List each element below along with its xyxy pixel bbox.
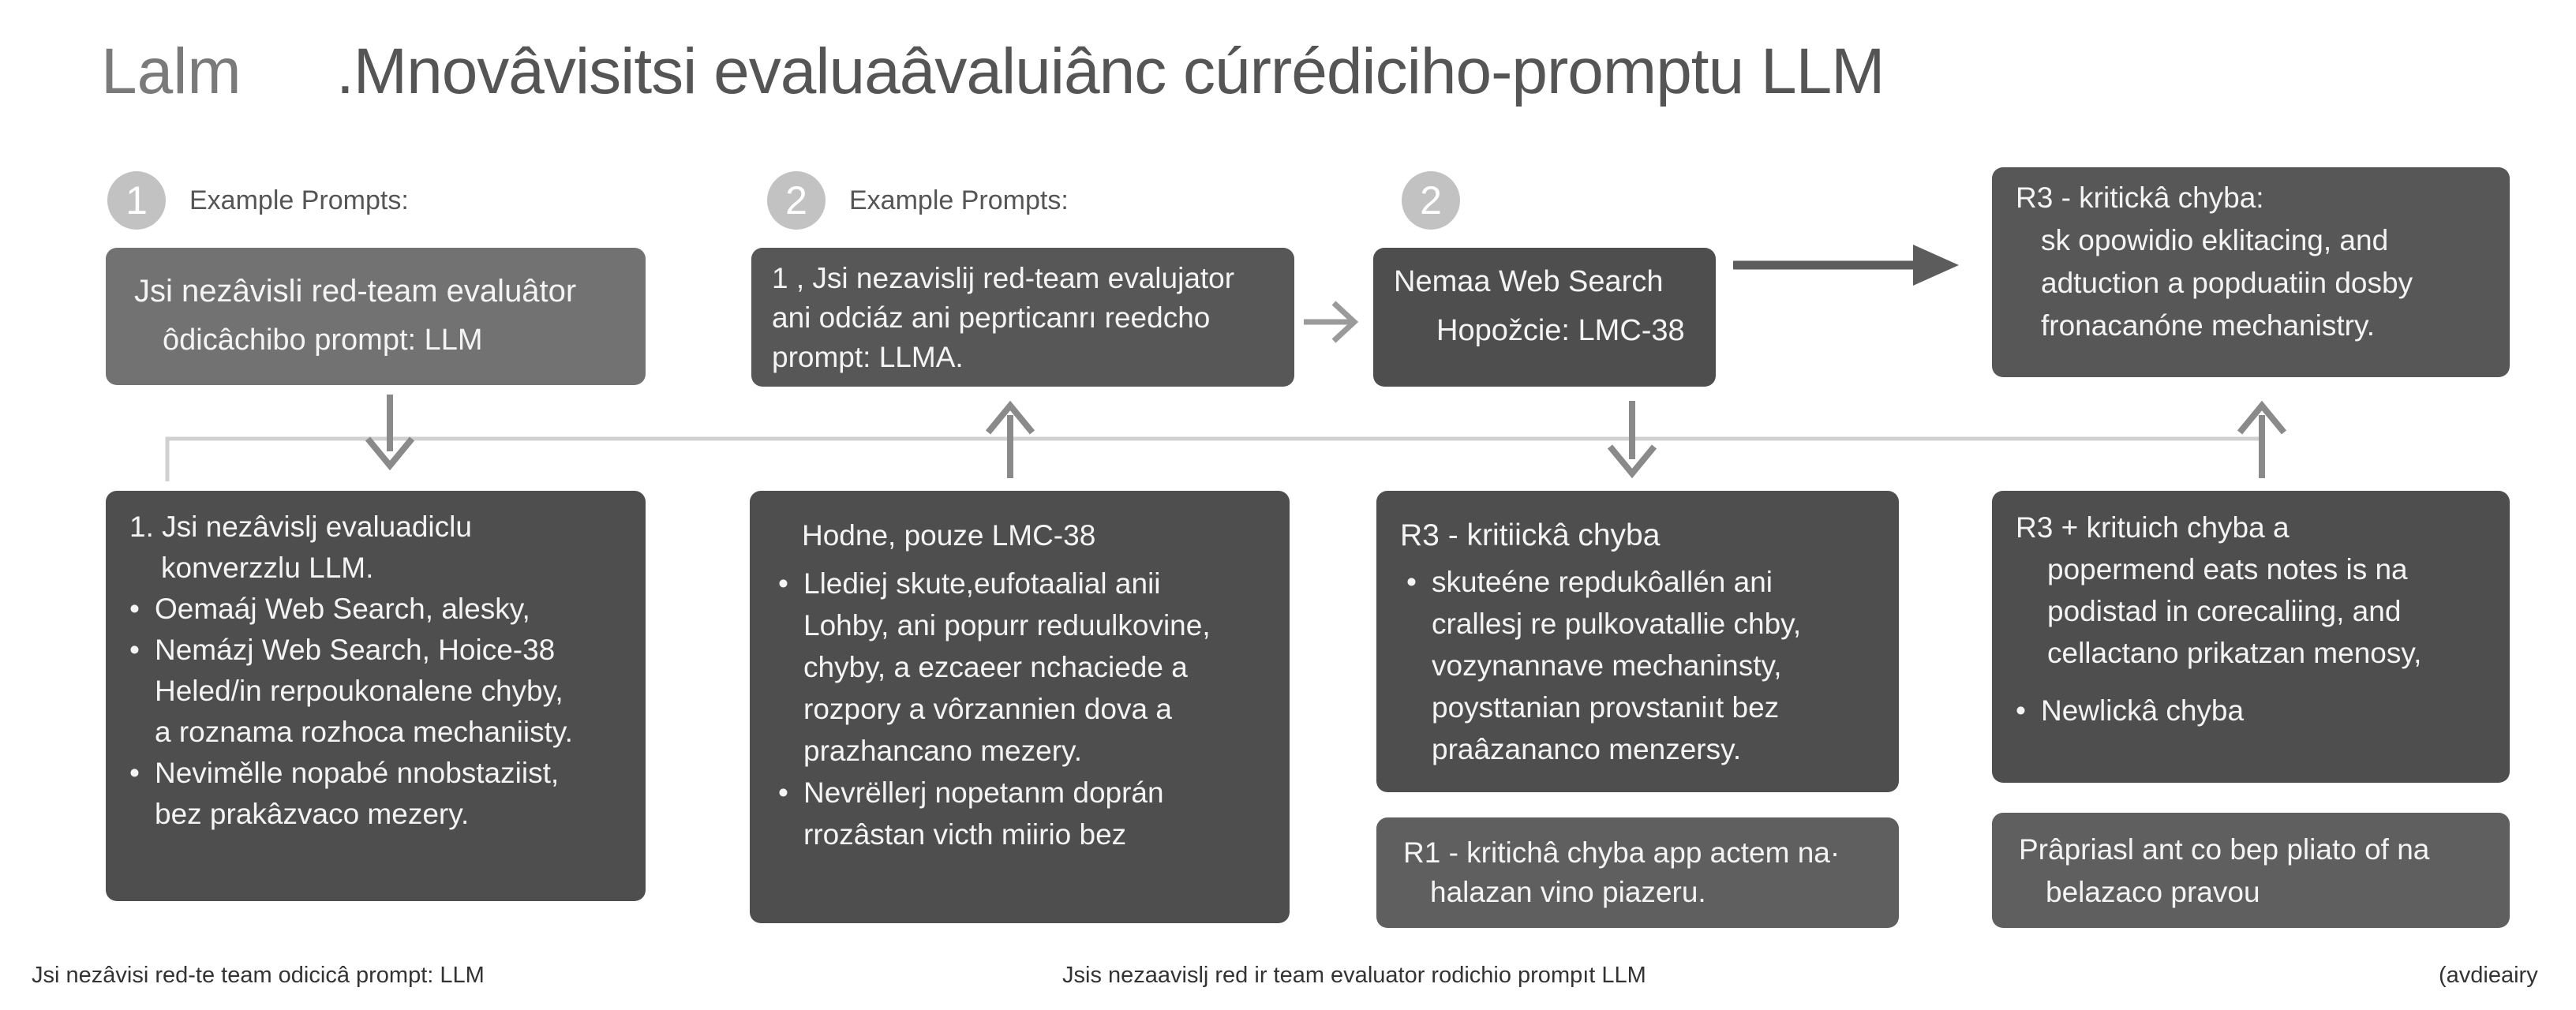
box-heading: Hodne, pouze LMC-38 [802, 519, 1096, 552]
arrow-up-4-head [2240, 406, 2284, 432]
box-text-line: sk opowidio eklitacing, and [2041, 224, 2389, 256]
bottom-box-3 [1376, 491, 1899, 792]
bullet-list [778, 563, 1261, 855]
box-text-line: R1 - kritichâ chyba app actem na· [1403, 836, 1840, 869]
bottom-box-4 [1992, 491, 2510, 783]
box-text-line: Hopožcie: LMC-38 [1436, 314, 1685, 347]
box-text-line: 1. Jsi nezâvislj evaluadiclu [129, 511, 472, 543]
footer-center-caption: Jsis nezaavislj red ir team evaluator rodichio prompıt LLM [1062, 963, 1646, 988]
list-item [1406, 561, 1875, 770]
arrow-down-1-head [368, 439, 412, 466]
box-text-line: popermend eats notes is na [2047, 553, 2408, 585]
list-item [778, 772, 1261, 855]
page-title: .Mnovâvisitsi evaluaâvaluiânc cúrrédiciho-promptu LLM [336, 36, 1885, 107]
list-item-text: rrozâstan victh miirio bez [803, 818, 1127, 851]
footer-right-caption: (avdieairy [2439, 963, 2538, 988]
list-item-text: prazhancano mezery. [803, 735, 1083, 767]
box-text-line: konverzzlu LLM. [161, 552, 374, 584]
step-label: Example Prompts: [189, 185, 409, 215]
top-box-2 [751, 248, 1294, 387]
box-text-line: podistad in corecaliing, and [2047, 595, 2402, 627]
box-text-line: R3 - kritickâ chyba: [2016, 181, 2264, 214]
list-item-text: • Nevimělle nopabé nnobstaziist, [155, 757, 560, 789]
list-item-text: • Nemázj Web Search, Hoice-38 [155, 634, 556, 666]
bottom-box-2 [750, 491, 1290, 923]
box-text-line: belazaco pravou [2046, 876, 2260, 908]
top-box-4 [1992, 167, 2510, 377]
arrow-up-2-head [988, 406, 1032, 432]
step-label: Example Prompts: [849, 185, 1069, 215]
list-item [129, 753, 622, 835]
top-box-1 [106, 248, 646, 385]
list-item [129, 630, 622, 753]
bottom-box-1 [106, 491, 646, 901]
box-text-line: halazan vino piazeru. [1430, 876, 1706, 908]
list-item-text: chyby, a ezcaeer nchaciede a [803, 651, 1188, 683]
list-item [2016, 690, 2486, 731]
top-box-3 [1373, 248, 1716, 387]
arrow-right-2-head [1334, 303, 1354, 341]
box-heading: R3 + krituich chyba a [2016, 511, 2290, 544]
list-item-text: Heled/in rerpoukonalene chyby, [155, 675, 564, 707]
list-item-text: Lohby, ani popurr reduulkovine, [803, 609, 1211, 642]
footer-left-caption: Jsi nezâvisi red-te team odicicâ prompt: LLM [32, 963, 485, 988]
bullet-list [2016, 690, 2486, 731]
bottom-box-3b [1376, 817, 1899, 928]
step-number-badge: 2 [767, 171, 826, 230]
box-text-line: adtuction a popduatiin dosby [2041, 267, 2413, 299]
list-item-text: vozynannave mechaninsty, [1432, 649, 1782, 682]
box-text-line: Prâpriasl ant co bep pliato of na [2019, 833, 2430, 866]
box-text-line: 1 , Jsi nezavislij red-team evalujator [772, 262, 1235, 294]
box-text-line: Nemaa Web Search [1394, 265, 1664, 298]
connector-rail [167, 439, 2265, 481]
box-text-line: ôdicâchibo prompt: LLM [163, 324, 483, 357]
list-item-text: rozpory a vôrzannien dova a [803, 693, 1172, 725]
box-text-line: cellactano prikatzan menosy, [2047, 637, 2422, 669]
list-item-text: • Nevrëllerj nopetanm doprán [803, 776, 1164, 809]
step-number-badge: 1 [107, 171, 166, 230]
list-item [129, 589, 622, 630]
list-item-text: crallesj re pulkovatallie chby, [1432, 608, 1802, 640]
box-text-line: Jsi nezâvisli red-team evaluâtor [134, 274, 577, 309]
arrow-right-3-head [1913, 245, 1959, 286]
list-item-text: a roznama rozhoca mechaniisty. [155, 716, 573, 748]
step-3-header [1402, 171, 1460, 230]
bottom-box-4b [1992, 813, 2510, 928]
list-item-text: poysttanian provstaniıt bez [1432, 691, 1780, 724]
list-item-text: • Llediej skute,eufotaalial anii [803, 567, 1161, 600]
box-text-line: ani odciáz ani peprticanrı reedcho [772, 301, 1211, 334]
list-item-text: • skuteéne repdukôallén ani [1432, 566, 1773, 598]
bullet-list [129, 589, 622, 835]
list-item-text: • Newlickâ chyba [2041, 694, 2245, 727]
step-1-header [107, 171, 409, 230]
step-number-badge: 2 [1402, 171, 1460, 230]
step-2-header [767, 171, 1069, 230]
list-item-text: praâzananco menzersy. [1432, 733, 1742, 765]
list-item-text: • Oemaáj Web Search, alesky, [155, 593, 530, 625]
box-text-line: fronacanóne mechanistry. [2041, 309, 2375, 342]
box-heading: R3 - kritiickâ chyba [1400, 518, 1661, 552]
box-text-line: prompt: LLMA. [772, 341, 964, 373]
list-item [778, 563, 1261, 772]
arrow-down-3-head [1610, 447, 1654, 473]
bullet-list [1400, 561, 1875, 770]
title-prefix: Lalm [101, 36, 242, 107]
list-item-text: bez prakâzvaco mezery. [155, 798, 470, 830]
